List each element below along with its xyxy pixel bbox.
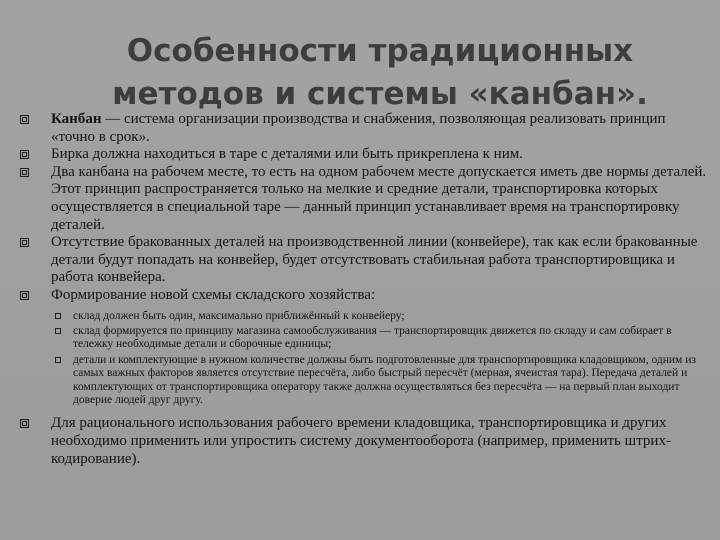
small-square-bullet-icon <box>55 328 61 334</box>
square-bullet-icon <box>20 238 29 247</box>
list-item-kanban <box>20 111 712 146</box>
item-text: Формирование новой схемы складского хозяйства: <box>51 286 376 303</box>
list-item-no-defects <box>20 234 712 287</box>
list-item-two-kanbans <box>20 164 712 234</box>
title-line-1: Особенности традиционных <box>126 33 634 69</box>
square-bullet-icon <box>20 291 29 300</box>
bullet-list <box>20 111 712 468</box>
square-bullet-icon <box>20 150 29 159</box>
square-bullet-icon <box>20 115 29 124</box>
small-square-bullet-icon <box>55 313 61 319</box>
sublist-item <box>51 354 712 408</box>
sublist-item <box>51 325 712 352</box>
small-square-bullet-icon <box>55 357 61 363</box>
list-item-warehouse <box>20 287 712 407</box>
item-text: Два канбана на рабочем месте, то есть на одном рабочем месте допускается иметь две нормы деталей. Этот принцип распространяется только на мелкие и средние детали, транспортировка которых осуществляется в специальной таре — данный принцип устанавливает время на транспортировку деталей. <box>51 163 707 233</box>
item-text: Бирка должна находиться в таре с деталями или быть прикреплена к ним. <box>51 146 523 163</box>
list-item-documents <box>20 415 712 468</box>
square-bullet-icon <box>20 168 29 177</box>
item-text: Для рационального использования рабочего времени кладовщика, транспортировщика и других необходимо применить или упростить систему документооборота (например, применить штрих-кодирование). <box>51 415 671 467</box>
item-text: — система организации производства и снабжения, позволяющая реализовать принцип «точно в срок». <box>51 111 666 145</box>
subitem-text: детали и комплектующие в нужном количестве должны быть подготовленные для транспортировщика кладовщиком, одним из самых важных факторов является отсутствие пересчёта, либо быстрый пересчёт (мерная, ячеистая тара). Передача деталей и комплектующих от транспортировщика оператору также должна осуществляться без пересчёта — на первый план выходит доверие людей друг другу. <box>73 353 696 406</box>
term-kanban: Канбан <box>51 111 102 127</box>
item-text: Отсутствие бракованных деталей на производственной линии (конвейере), так как если бракованные детали будут попадать на конвейер, будет отсутствовать стабильная работа транспортировщика и работа конвейера. <box>51 234 698 286</box>
warehouse-sublist <box>51 310 712 408</box>
subitem-text: склад должен быть один, максимально приближённый к конвейеру; <box>73 309 405 322</box>
list-item-tag <box>20 146 712 164</box>
title-line-2: методов и системы «канбан». <box>112 76 648 112</box>
square-bullet-icon <box>20 419 29 428</box>
subitem-text: склад формируется по принципу магазина самообслуживания — транспортировщик движется по складу и сам собирает в тележку необходимые детали и сборочные единицы; <box>73 324 672 351</box>
sublist-item <box>51 310 712 323</box>
slide-title <box>40 30 720 116</box>
